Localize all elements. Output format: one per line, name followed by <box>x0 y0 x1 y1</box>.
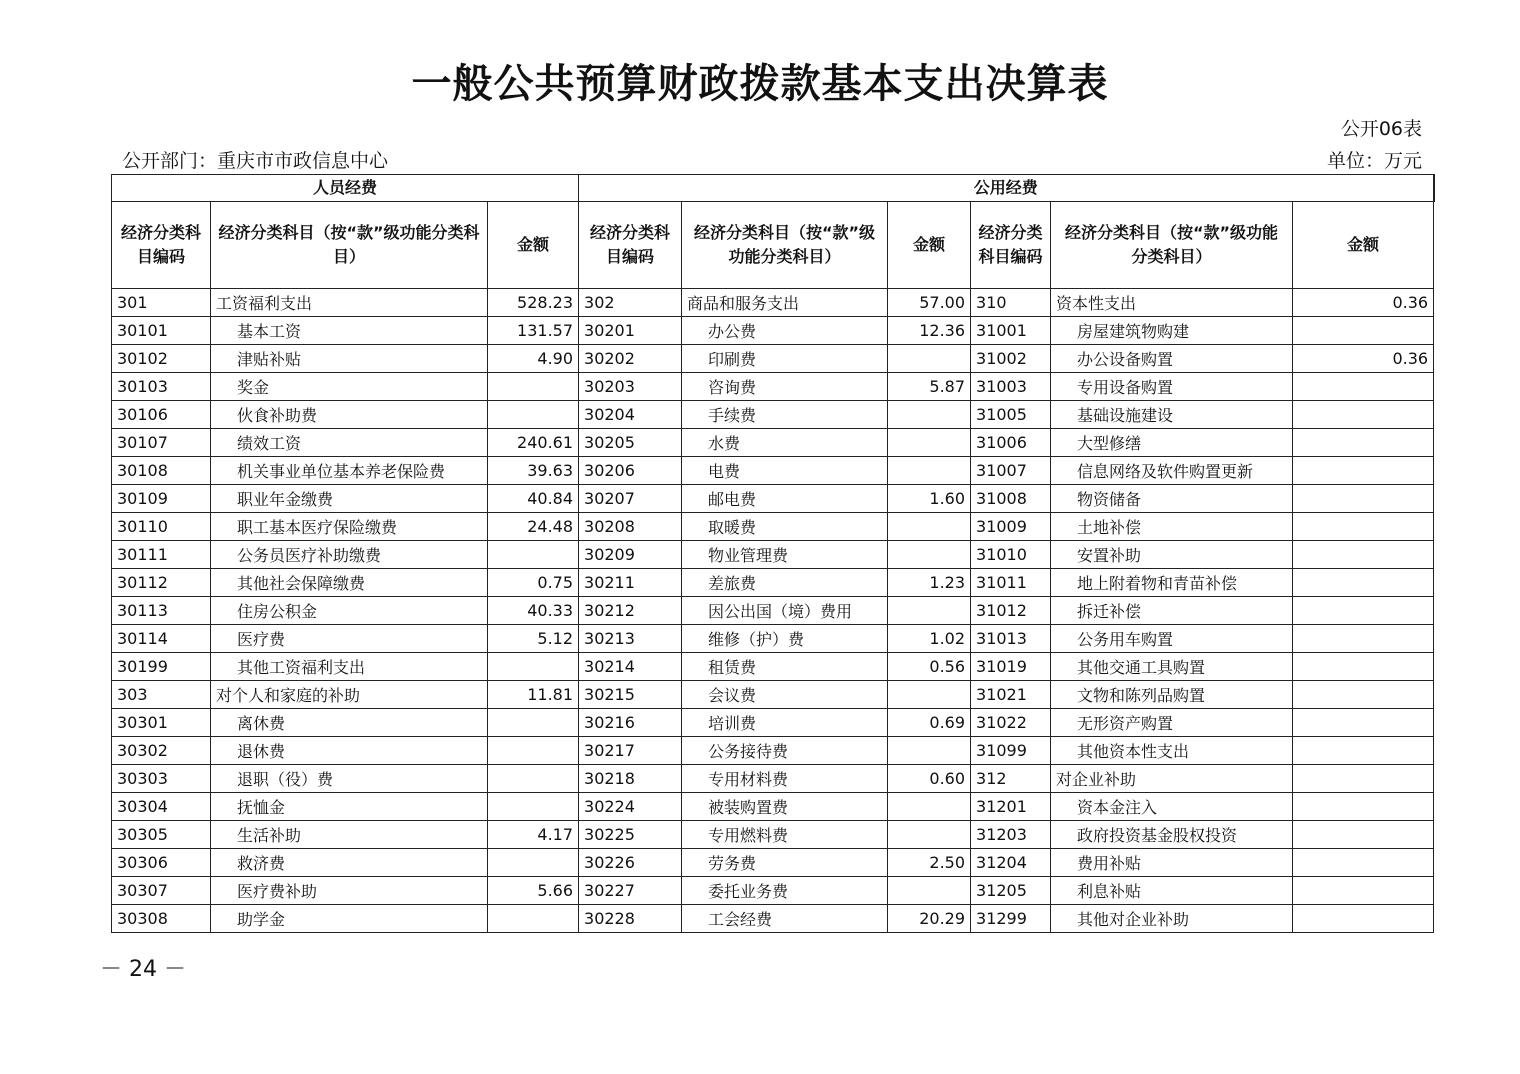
cell-code: 31011 <box>971 569 1051 597</box>
cell-name: 邮电费 <box>682 485 888 513</box>
cell-name: 公务接待费 <box>682 737 888 765</box>
cell-name: 专用设备购置 <box>1051 373 1293 401</box>
cell-name: 退职（役）费 <box>211 765 488 793</box>
cell-name: 对个人和家庭的补助 <box>211 681 488 709</box>
table-row <box>112 373 1434 401</box>
cell-amount: 240.61 <box>488 429 579 457</box>
cell-name: 文物和陈列品购置 <box>1051 681 1293 709</box>
cell-name: 印刷费 <box>682 345 888 373</box>
table-row <box>112 457 1434 485</box>
cell-name: 地上附着物和青苗补偿 <box>1051 569 1293 597</box>
cell-amount: 5.12 <box>488 625 579 653</box>
cell-name: 资本金注入 <box>1051 793 1293 821</box>
cell-amount: 4.17 <box>488 821 579 849</box>
cell-code: 30201 <box>579 317 682 345</box>
cell-code: 31204 <box>971 849 1051 877</box>
cell-amount <box>888 737 971 765</box>
cell-code: 31201 <box>971 793 1051 821</box>
cell-name: 机关事业单位基本养老保险费 <box>211 457 488 485</box>
cell-code: 30101 <box>112 317 211 345</box>
cell-name: 差旅费 <box>682 569 888 597</box>
cell-name: 会议费 <box>682 681 888 709</box>
cell-amount <box>1293 513 1434 541</box>
cell-amount <box>888 513 971 541</box>
cell-code: 301 <box>112 289 211 317</box>
cell-code: 30103 <box>112 373 211 401</box>
cell-code: 30208 <box>579 513 682 541</box>
table-row <box>112 625 1434 653</box>
cell-code: 30108 <box>112 457 211 485</box>
cell-name: 利息补贴 <box>1051 877 1293 905</box>
cell-amount: 1.60 <box>888 485 971 513</box>
cell-code: 30209 <box>579 541 682 569</box>
cell-code: 30110 <box>112 513 211 541</box>
column-header-amount: 金额 <box>1293 202 1434 289</box>
table-row <box>112 485 1434 513</box>
cell-amount: 0.75 <box>488 569 579 597</box>
cell-code: 30308 <box>112 905 211 933</box>
cell-name: 商品和服务支出 <box>682 289 888 317</box>
cell-name: 大型修缮 <box>1051 429 1293 457</box>
table-number: 公开06表 <box>1340 118 1422 140</box>
column-header-name: 经济分类科目（按“款”级功能分类科目） <box>682 202 888 289</box>
cell-name: 其他交通工具购置 <box>1051 653 1293 681</box>
cell-code: 30112 <box>112 569 211 597</box>
cell-amount <box>488 737 579 765</box>
cell-code: 30106 <box>112 401 211 429</box>
cell-name: 医疗费 <box>211 625 488 653</box>
cell-name: 资本性支出 <box>1051 289 1293 317</box>
cell-amount: 11.81 <box>488 681 579 709</box>
cell-amount: 528.23 <box>488 289 579 317</box>
cell-amount <box>1293 541 1434 569</box>
cell-name: 费用补贴 <box>1051 849 1293 877</box>
group-header-personnel: 人员经费 <box>112 175 579 202</box>
cell-code: 30304 <box>112 793 211 821</box>
cell-code: 30215 <box>579 681 682 709</box>
cell-code: 30109 <box>112 485 211 513</box>
cell-amount <box>1293 457 1434 485</box>
cell-code: 303 <box>112 681 211 709</box>
cell-amount <box>888 541 971 569</box>
cell-name: 职工基本医疗保险缴费 <box>211 513 488 541</box>
cell-amount <box>888 429 971 457</box>
cell-code: 30202 <box>579 345 682 373</box>
cell-code: 30203 <box>579 373 682 401</box>
cell-amount: 24.48 <box>488 513 579 541</box>
cell-name: 公务用车购置 <box>1051 625 1293 653</box>
cell-name: 办公设备购置 <box>1051 345 1293 373</box>
cell-name: 无形资产购置 <box>1051 709 1293 737</box>
cell-amount <box>488 373 579 401</box>
table-row <box>112 737 1434 765</box>
cell-amount <box>488 401 579 429</box>
cell-code: 31003 <box>971 373 1051 401</box>
cell-name: 生活补助 <box>211 821 488 849</box>
cell-code: 30199 <box>112 653 211 681</box>
cell-name: 救济费 <box>211 849 488 877</box>
cell-name: 水费 <box>682 429 888 457</box>
cell-code: 31022 <box>971 709 1051 737</box>
cell-amount <box>1293 737 1434 765</box>
cell-name: 委托业务费 <box>682 877 888 905</box>
cell-code: 30111 <box>112 541 211 569</box>
table-row <box>112 317 1434 345</box>
cell-amount: 12.36 <box>888 317 971 345</box>
cell-amount <box>488 653 579 681</box>
cell-code: 30306 <box>112 849 211 877</box>
cell-amount: 4.90 <box>488 345 579 373</box>
cell-code: 30302 <box>112 737 211 765</box>
cell-name: 租赁费 <box>682 653 888 681</box>
cell-name: 医疗费补助 <box>211 877 488 905</box>
cell-name: 办公费 <box>682 317 888 345</box>
cell-name: 对企业补助 <box>1051 765 1293 793</box>
cell-amount: 2.50 <box>888 849 971 877</box>
cell-code: 30114 <box>112 625 211 653</box>
cell-code: 31006 <box>971 429 1051 457</box>
cell-amount <box>488 709 579 737</box>
cell-amount: 5.87 <box>888 373 971 401</box>
cell-name: 培训费 <box>682 709 888 737</box>
cell-code: 30305 <box>112 821 211 849</box>
unit-label: 单位：万元 <box>1326 150 1422 172</box>
cell-code: 30207 <box>579 485 682 513</box>
cell-name: 职业年金缴费 <box>211 485 488 513</box>
cell-amount <box>888 821 971 849</box>
cell-amount: 0.60 <box>888 765 971 793</box>
cell-amount: 1.23 <box>888 569 971 597</box>
cell-amount <box>1293 681 1434 709</box>
table-row <box>112 821 1434 849</box>
cell-amount: 1.02 <box>888 625 971 653</box>
cell-code: 30218 <box>579 765 682 793</box>
column-header-amount: 金额 <box>488 202 579 289</box>
cell-code: 30217 <box>579 737 682 765</box>
table-row <box>112 569 1434 597</box>
cell-code: 30113 <box>112 597 211 625</box>
cell-amount <box>1293 485 1434 513</box>
cell-name: 住房公积金 <box>211 597 488 625</box>
column-header-name: 经济分类科目（按“款”级功能分类科目） <box>1051 202 1293 289</box>
cell-code: 30303 <box>112 765 211 793</box>
cell-code: 30211 <box>579 569 682 597</box>
cell-amount <box>488 793 579 821</box>
cell-amount: 0.69 <box>888 709 971 737</box>
cell-amount <box>888 681 971 709</box>
cell-amount: 40.33 <box>488 597 579 625</box>
cell-name: 因公出国（境）费用 <box>682 597 888 625</box>
cell-code: 30225 <box>579 821 682 849</box>
cell-code: 30228 <box>579 905 682 933</box>
page-number: － 24 － <box>100 957 186 982</box>
cell-code: 30307 <box>112 877 211 905</box>
cell-amount <box>1293 877 1434 905</box>
cell-amount: 20.29 <box>888 905 971 933</box>
cell-name: 政府投资基金股权投资 <box>1051 821 1293 849</box>
cell-name: 伙食补助费 <box>211 401 488 429</box>
table-row <box>112 513 1434 541</box>
cell-amount <box>1293 653 1434 681</box>
cell-name: 工资福利支出 <box>211 289 488 317</box>
cell-amount <box>488 765 579 793</box>
cell-amount: 5.66 <box>488 877 579 905</box>
department-label: 公开部门：重庆市市政信息中心 <box>122 150 389 172</box>
cell-code: 312 <box>971 765 1051 793</box>
cell-amount <box>1293 625 1434 653</box>
cell-amount: 131.57 <box>488 317 579 345</box>
cell-code: 30214 <box>579 653 682 681</box>
cell-amount: 0.36 <box>1293 289 1434 317</box>
cell-code: 31002 <box>971 345 1051 373</box>
cell-code: 31205 <box>971 877 1051 905</box>
cell-name: 维修（护）费 <box>682 625 888 653</box>
cell-amount: 57.00 <box>888 289 971 317</box>
cell-code: 30102 <box>112 345 211 373</box>
table-row <box>112 877 1434 905</box>
cell-name: 拆迁补偿 <box>1051 597 1293 625</box>
cell-amount <box>888 597 971 625</box>
table-row <box>112 849 1434 877</box>
cell-code: 30212 <box>579 597 682 625</box>
cell-code: 31008 <box>971 485 1051 513</box>
cell-code: 31013 <box>971 625 1051 653</box>
table-row <box>112 681 1434 709</box>
table-row <box>112 345 1434 373</box>
cell-name: 助学金 <box>211 905 488 933</box>
column-header-name: 经济分类科目（按“款”级功能分类科目） <box>211 202 488 289</box>
cell-code: 31019 <box>971 653 1051 681</box>
column-header-code: 经济分类科目编码 <box>112 202 211 289</box>
cell-name: 专用材料费 <box>682 765 888 793</box>
cell-amount: 40.84 <box>488 485 579 513</box>
cell-amount <box>1293 429 1434 457</box>
table-row <box>112 793 1434 821</box>
cell-name: 土地补偿 <box>1051 513 1293 541</box>
cell-name: 津贴补贴 <box>211 345 488 373</box>
cell-amount <box>1293 709 1434 737</box>
cell-name: 绩效工资 <box>211 429 488 457</box>
cell-name: 取暖费 <box>682 513 888 541</box>
cell-code: 31010 <box>971 541 1051 569</box>
cell-name: 基础设施建设 <box>1051 401 1293 429</box>
cell-amount <box>888 401 971 429</box>
cell-code: 30205 <box>579 429 682 457</box>
cell-name: 信息网络及软件购置更新 <box>1051 457 1293 485</box>
cell-code: 31299 <box>971 905 1051 933</box>
cell-amount <box>1293 905 1434 933</box>
cell-code: 31005 <box>971 401 1051 429</box>
column-header-code: 经济分类科目编码 <box>579 202 682 289</box>
table-row <box>112 541 1434 569</box>
column-header-code: 经济分类科目编码 <box>971 202 1051 289</box>
cell-amount <box>1293 821 1434 849</box>
cell-name: 手续费 <box>682 401 888 429</box>
cell-amount <box>488 541 579 569</box>
cell-name: 物业管理费 <box>682 541 888 569</box>
cell-name: 工会经费 <box>682 905 888 933</box>
cell-amount: 0.56 <box>888 653 971 681</box>
group-header-public: 公用经费 <box>579 175 1434 202</box>
cell-name: 公务员医疗补助缴费 <box>211 541 488 569</box>
cell-name: 劳务费 <box>682 849 888 877</box>
expenditure-table <box>111 174 1435 933</box>
column-header-amount: 金额 <box>888 202 971 289</box>
cell-amount <box>888 457 971 485</box>
table-row <box>112 597 1434 625</box>
cell-code: 310 <box>971 289 1051 317</box>
cell-name: 专用燃料费 <box>682 821 888 849</box>
cell-amount: 39.63 <box>488 457 579 485</box>
table-row <box>112 709 1434 737</box>
cell-amount <box>1293 793 1434 821</box>
cell-name: 其他资本性支出 <box>1051 737 1293 765</box>
cell-amount <box>488 905 579 933</box>
cell-name: 房屋建筑物购建 <box>1051 317 1293 345</box>
cell-name: 离休费 <box>211 709 488 737</box>
cell-code: 30226 <box>579 849 682 877</box>
cell-amount: 0.36 <box>1293 345 1434 373</box>
cell-code: 30224 <box>579 793 682 821</box>
cell-amount <box>1293 569 1434 597</box>
cell-name: 其他工资福利支出 <box>211 653 488 681</box>
cell-amount <box>1293 849 1434 877</box>
table-body <box>112 289 1434 933</box>
cell-code: 30227 <box>579 877 682 905</box>
table-row <box>112 765 1434 793</box>
cell-code: 30301 <box>112 709 211 737</box>
cell-code: 31012 <box>971 597 1051 625</box>
cell-amount <box>1293 401 1434 429</box>
cell-code: 30204 <box>579 401 682 429</box>
cell-name: 基本工资 <box>211 317 488 345</box>
cell-code: 30107 <box>112 429 211 457</box>
cell-name: 退休费 <box>211 737 488 765</box>
cell-name: 电费 <box>682 457 888 485</box>
cell-name: 物资储备 <box>1051 485 1293 513</box>
cell-name: 其他社会保障缴费 <box>211 569 488 597</box>
table-row <box>112 401 1434 429</box>
cell-code: 31001 <box>971 317 1051 345</box>
cell-name: 其他对企业补助 <box>1051 905 1293 933</box>
cell-code: 302 <box>579 289 682 317</box>
cell-amount <box>888 793 971 821</box>
cell-amount <box>888 877 971 905</box>
cell-amount <box>488 849 579 877</box>
table-row <box>112 289 1434 317</box>
cell-name: 抚恤金 <box>211 793 488 821</box>
table-row <box>112 653 1434 681</box>
cell-amount <box>888 345 971 373</box>
cell-name: 安置补助 <box>1051 541 1293 569</box>
cell-name: 奖金 <box>211 373 488 401</box>
table-row <box>112 429 1434 457</box>
cell-name: 被装购置费 <box>682 793 888 821</box>
cell-code: 31021 <box>971 681 1051 709</box>
cell-code: 31203 <box>971 821 1051 849</box>
page-title: 一般公共预算财政拨款基本支出决算表 <box>411 60 1109 107</box>
cell-code: 30213 <box>579 625 682 653</box>
cell-amount <box>1293 765 1434 793</box>
cell-code: 31007 <box>971 457 1051 485</box>
cell-code: 30206 <box>579 457 682 485</box>
table-row <box>112 905 1434 933</box>
cell-code: 31099 <box>971 737 1051 765</box>
cell-code: 30216 <box>579 709 682 737</box>
cell-amount <box>1293 317 1434 345</box>
cell-amount <box>1293 373 1434 401</box>
cell-amount <box>1293 597 1434 625</box>
cell-name: 咨询费 <box>682 373 888 401</box>
cell-code: 31009 <box>971 513 1051 541</box>
